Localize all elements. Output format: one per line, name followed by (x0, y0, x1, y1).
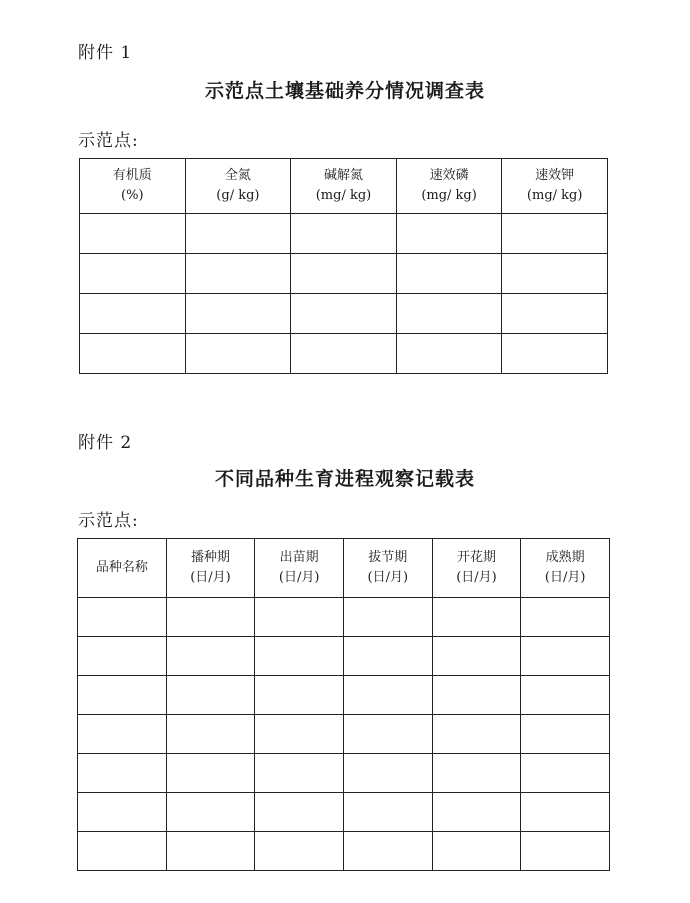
table-cell (185, 214, 291, 254)
table-cell (78, 715, 167, 754)
table-cell (78, 676, 167, 715)
table-cell (521, 715, 610, 754)
table-cell (343, 832, 432, 871)
table-cell (185, 254, 291, 294)
table-cell (521, 754, 610, 793)
table-row (80, 294, 608, 334)
table-cell (521, 637, 610, 676)
column-header (291, 159, 397, 214)
table-cell (166, 637, 255, 676)
table-cell (78, 598, 167, 637)
annex-2-site-label: 示范点: (78, 511, 139, 531)
annex-2-title: 不同品种生育进程观察记载表 (214, 468, 475, 490)
column-header (78, 539, 167, 598)
column-header-unit: (mg/ kg) (526, 188, 583, 203)
column-header-name: 开花期 (456, 550, 496, 565)
table-cell (521, 832, 610, 871)
table-header-row (78, 539, 610, 598)
table-cell (185, 334, 291, 374)
column-header-unit: (日/月) (456, 570, 497, 585)
column-header (343, 539, 432, 598)
column-header-unit: (g/ kg) (216, 188, 260, 203)
table-cell (432, 676, 521, 715)
table-cell (343, 715, 432, 754)
column-header-unit: (mg/ kg) (315, 188, 372, 203)
table-cell (166, 793, 255, 832)
column-header (185, 159, 291, 214)
column-header (502, 159, 608, 214)
table-cell (166, 598, 255, 637)
table-cell (343, 598, 432, 637)
table-cell (255, 598, 344, 637)
column-header-unit: (mg/ kg) (421, 188, 477, 203)
table-cell (291, 214, 397, 254)
column-header-unit: (日/月) (367, 570, 409, 585)
table-cell (432, 598, 521, 637)
column-header-name: 碱解氮 (323, 168, 363, 183)
table-cell (255, 832, 344, 871)
growth-progress-table (77, 538, 610, 871)
table-cell (432, 754, 521, 793)
table-cell (502, 334, 608, 374)
column-header-name: 成熟期 (545, 550, 585, 565)
column-header-name: 速效磷 (429, 168, 469, 183)
column-header-unit: (日/月) (544, 570, 586, 585)
column-header-name: 全氮 (224, 168, 251, 183)
table-cell (80, 294, 186, 334)
annex-1-title: 示范点土壤基础养分情况调查表 (204, 80, 485, 102)
table-cell (166, 715, 255, 754)
table-cell (343, 793, 432, 832)
table-row (78, 637, 610, 676)
table-cell (343, 637, 432, 676)
table-cell (502, 254, 608, 294)
table-cell (396, 214, 502, 254)
table-cell (255, 793, 344, 832)
table-row (78, 598, 610, 637)
column-header-name: 速效钾 (535, 168, 575, 183)
table-cell (185, 294, 291, 334)
table-cell (502, 214, 608, 254)
annex-2-label: 附件 2 (78, 433, 133, 453)
column-header (80, 159, 186, 214)
table-row (80, 254, 608, 294)
table-cell (291, 254, 397, 294)
table-cell (78, 793, 167, 832)
table-row (80, 334, 608, 374)
column-header (166, 539, 255, 598)
column-header-name: 品种名称 (95, 560, 148, 575)
table-row (78, 754, 610, 793)
table-cell (291, 334, 397, 374)
table-cell (166, 676, 255, 715)
table-header-row (80, 159, 608, 214)
column-header-unit: (日/月) (278, 570, 320, 585)
column-header (255, 539, 344, 598)
table-cell (343, 754, 432, 793)
table-cell (291, 294, 397, 334)
table-cell (432, 637, 521, 676)
annex-1-label: 附件 1 (78, 43, 133, 63)
table-cell (343, 676, 432, 715)
table-cell (255, 715, 344, 754)
soil-nutrient-table (79, 158, 608, 374)
column-header-unit: (日/月) (190, 570, 231, 585)
column-header (396, 159, 502, 214)
table-cell (78, 754, 167, 793)
table-cell (166, 754, 255, 793)
column-header-unit: (%) (121, 188, 144, 203)
table-row (80, 214, 608, 254)
table-cell (521, 793, 610, 832)
column-header-name: 拔节期 (368, 550, 408, 565)
table-cell (396, 294, 502, 334)
annex-1-site-label: 示范点: (78, 131, 139, 151)
table-row (78, 793, 610, 832)
table-cell (80, 214, 186, 254)
table-cell (396, 334, 502, 374)
table-row (78, 715, 610, 754)
table-row (78, 832, 610, 871)
table-cell (432, 832, 521, 871)
table-cell (255, 637, 344, 676)
table-cell (521, 598, 610, 637)
column-header-name: 出苗期 (279, 550, 319, 565)
table-cell (255, 754, 344, 793)
column-header (432, 539, 521, 598)
column-header (521, 539, 610, 598)
table-cell (396, 254, 502, 294)
table-cell (432, 715, 521, 754)
table-cell (78, 832, 167, 871)
table-cell (78, 637, 167, 676)
table-row (78, 676, 610, 715)
table-cell (255, 676, 344, 715)
column-header-name: 播种期 (190, 550, 230, 565)
table-cell (432, 793, 521, 832)
table-cell (80, 254, 186, 294)
table-cell (521, 676, 610, 715)
table-cell (166, 832, 255, 871)
column-header-name: 有机质 (112, 168, 152, 183)
table-cell (80, 334, 186, 374)
table-cell (502, 294, 608, 334)
